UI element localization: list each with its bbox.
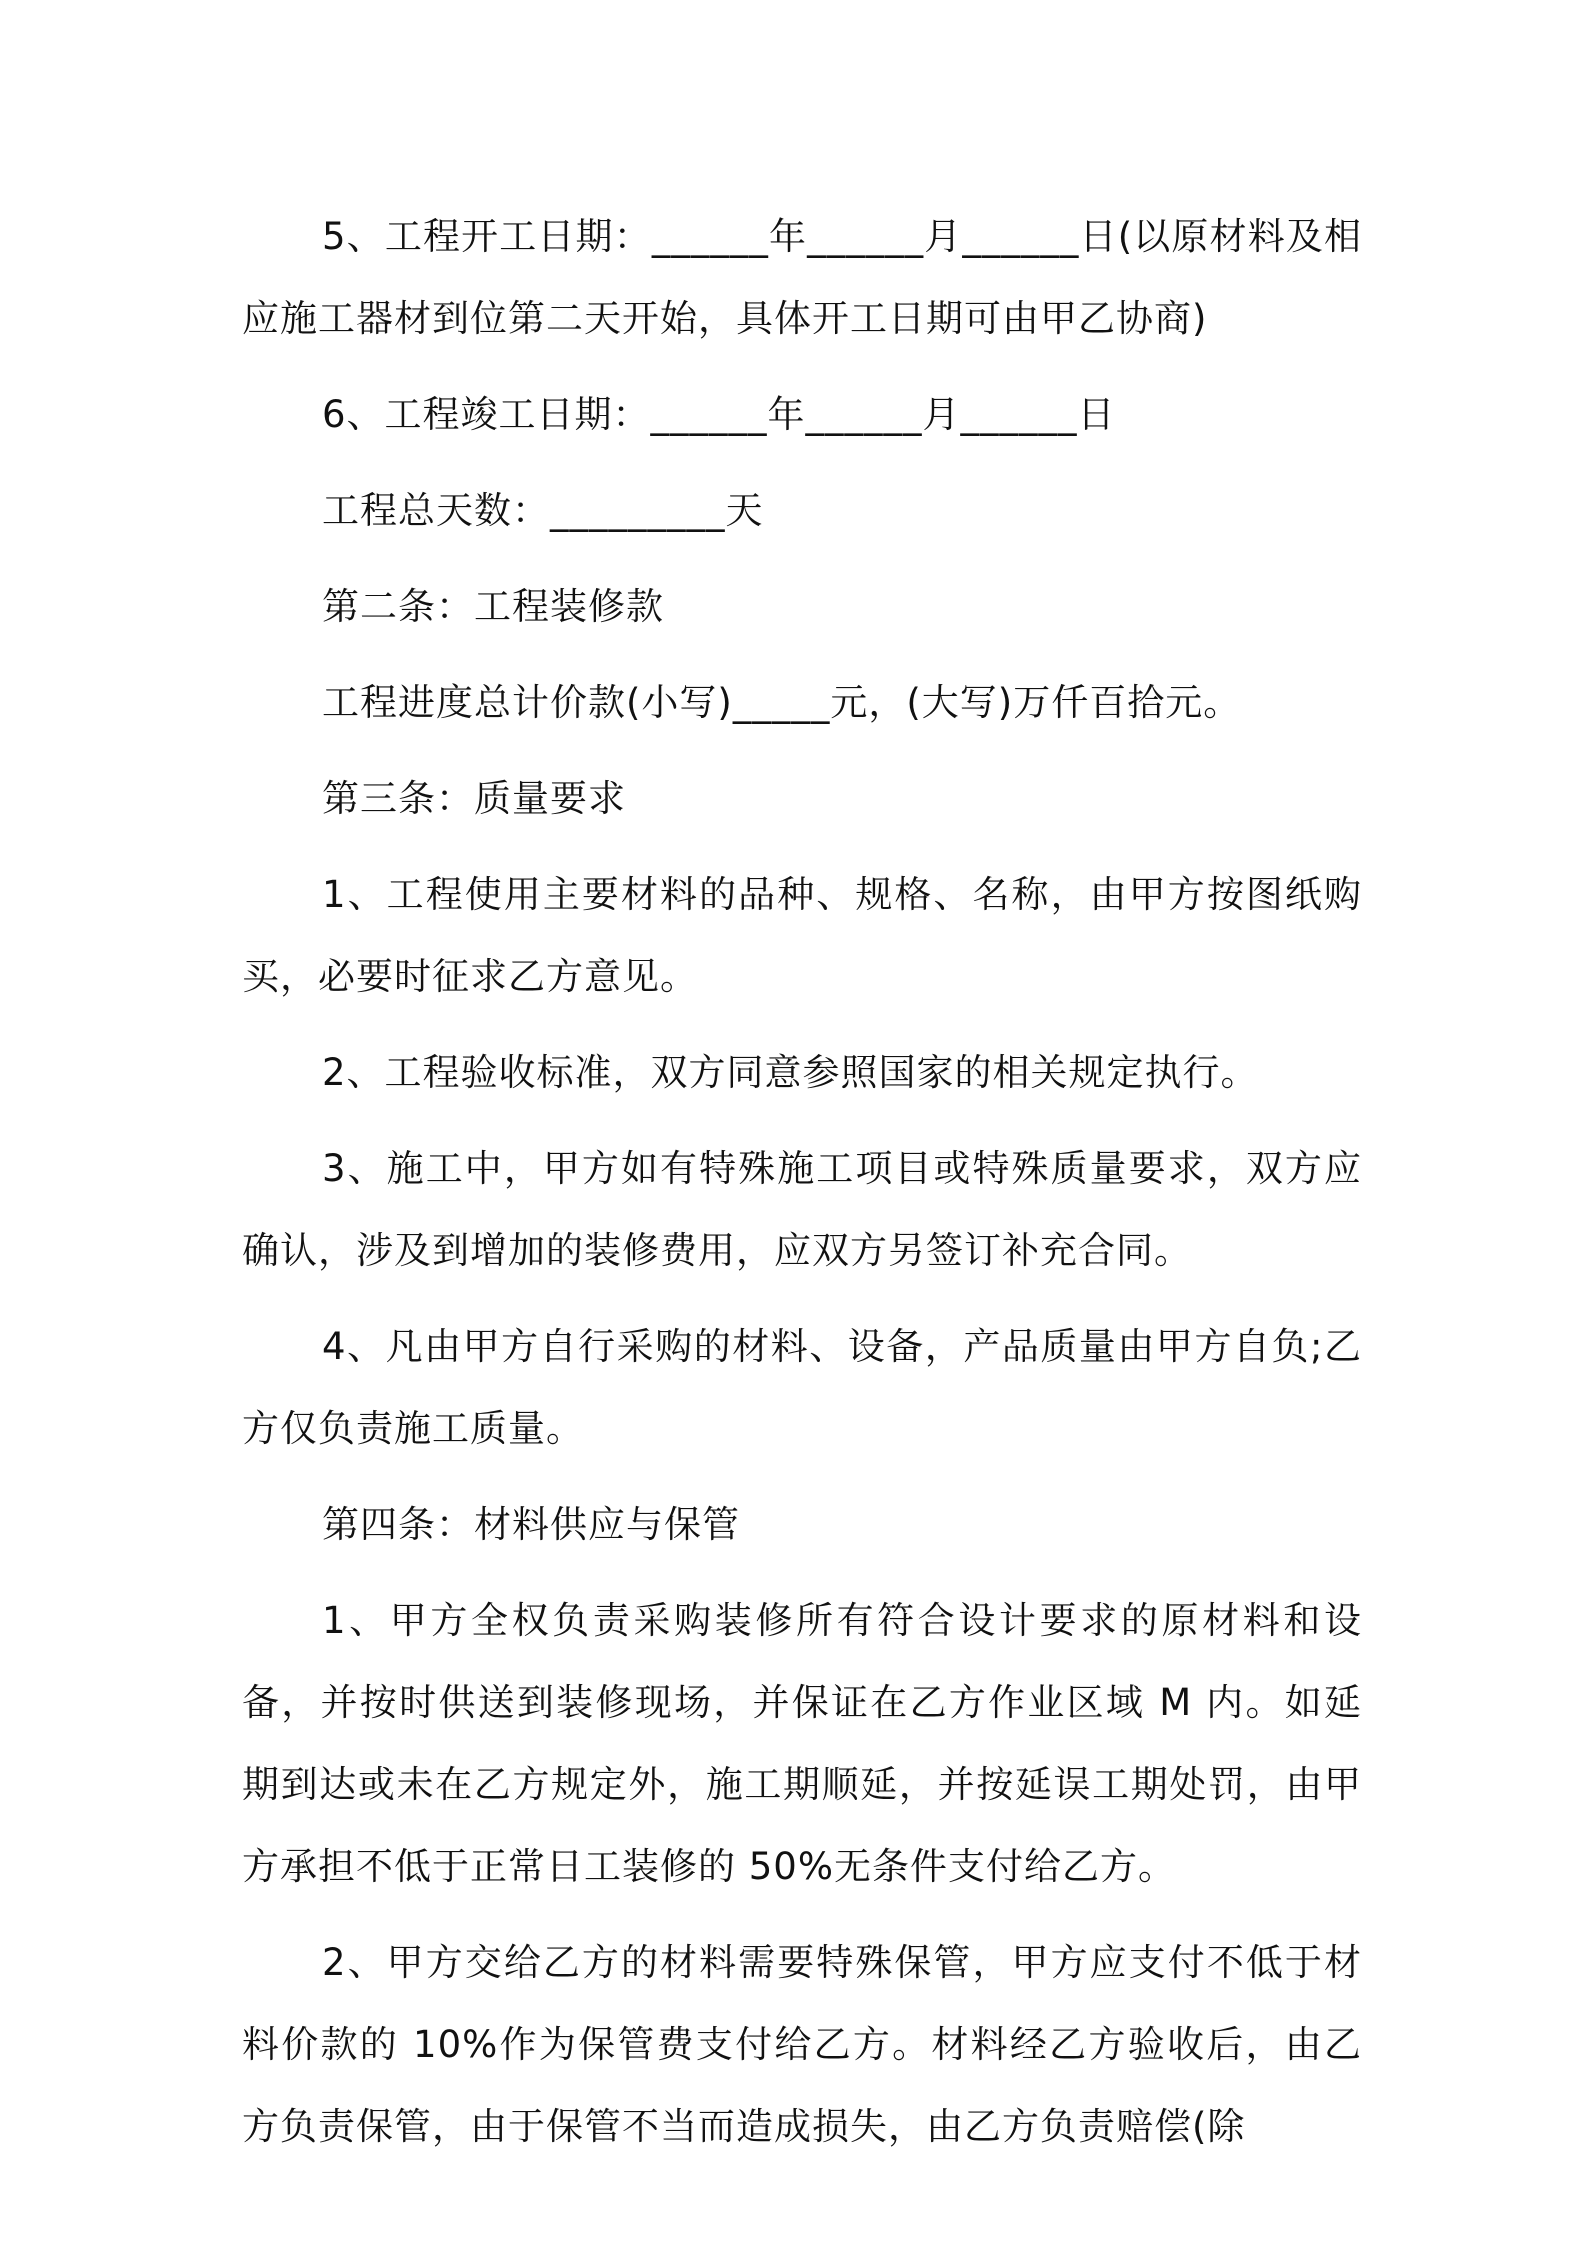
materials-item-2: 2、甲方交给乙方的材料需要特殊保管，甲方应支付不低于材料价款的 10%作为保管费支付给乙方。材料经乙方验收后，由乙方负责保管，由于保管不当而造成损失，由乙方负责赔偿(除 <box>242 1941 1362 2148</box>
quality-item-1: 1、工程使用主要材料的品种、规格、名称，由甲方按图纸购买，必要时征求乙方意见。 <box>242 873 1362 998</box>
clause-start-date: 5、工程开工日期：______年______月______日(以原材料及相应施工器材到位第二天开始，具体开工日期可由甲乙协商) <box>242 215 1362 340</box>
total-days-line: 工程总天数：_________天 <box>322 489 764 532</box>
quality-item-4: 4、凡由甲方自行采购的材料、设备，产品质量由甲方自负;乙方仅负责施工质量。 <box>242 1325 1362 1450</box>
materials-item-1: 1、甲方全权负责采购装修所有符合设计要求的原材料和设备，并按时供送到装修现场，并保证在乙方作业区域 M 内。如延期到达或未在乙方规定外，施工期顺延，并按延误工期处罚，由甲方承担不低于正常日工装修的 50%无条件支付给乙方。 <box>242 1599 1362 1888</box>
document-body <box>242 196 1362 2182</box>
article-2-heading: 第二条：工程装修款 <box>322 585 664 628</box>
article-4-heading: 第四条：材料供应与保管 <box>322 1503 740 1546</box>
quality-item-2: 2、工程验收标准，双方同意参照国家的相关规定执行。 <box>322 1051 1259 1094</box>
clause-completion-date: 6、工程竣工日期：______年______月______日 <box>322 393 1116 436</box>
total-price-line: 工程进度总计价款(小写)_____元，(大写)万仟百拾元。 <box>322 681 1242 724</box>
quality-item-3: 3、施工中，甲方如有特殊施工项目或特殊质量要求，双方应确认，涉及到增加的装修费用，应双方另签订补充合同。 <box>242 1147 1362 1272</box>
article-3-heading: 第三条：质量要求 <box>322 777 626 820</box>
